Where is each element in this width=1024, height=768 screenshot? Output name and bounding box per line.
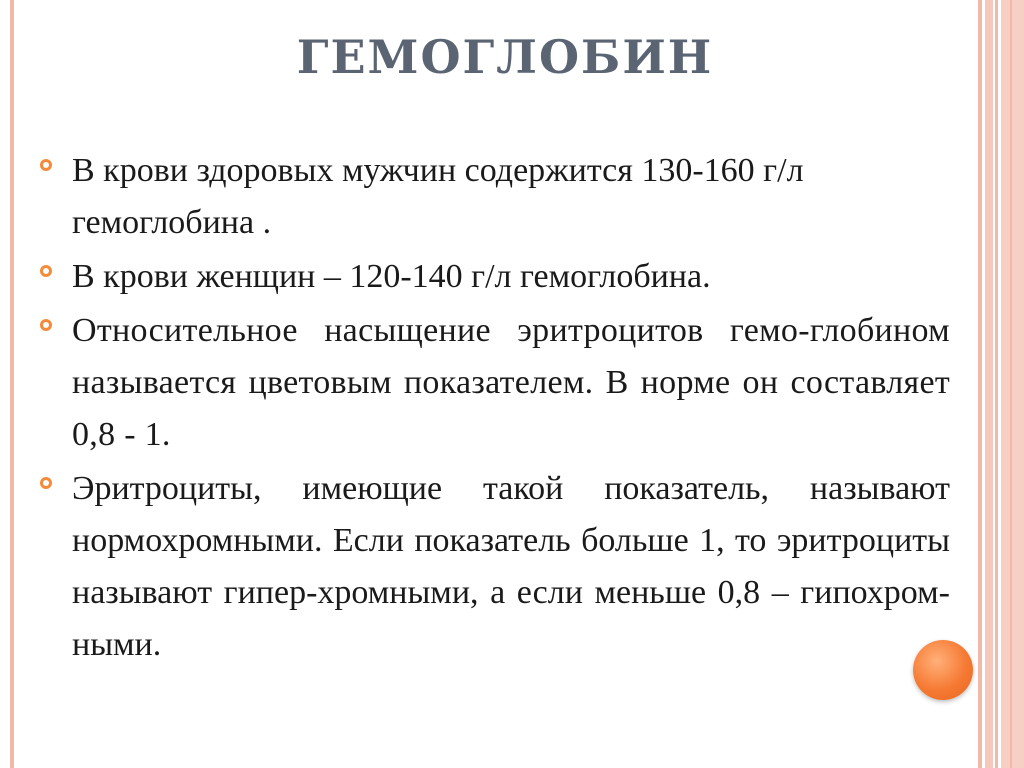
list-item [40,463,950,671]
list-item [40,305,950,461]
orange-circle-decoration [913,640,973,700]
list-item [40,251,950,303]
bullet-text: В крови здоровых мужчин содержится 130-160 г/л гемоглобина . [72,152,804,241]
circle-bullet-icon [40,319,52,331]
bullet-text: Эритроциты, имеющие такой показатель, называют нормохромными. Если показатель больше 1, то эритроциты называют гипер-хромными, а если меньше 0,8 – гипохром-ными. [72,470,950,663]
bullet-list [40,145,950,673]
right-stripe-decoration [995,0,998,768]
circle-bullet-icon [40,265,52,277]
bullet-text: Относительное насыщение эритроцитов гемо-глобином называется цветовым показателем. В норме он составляет 0,8 - 1. [72,312,950,453]
circle-bullet-icon [40,477,52,489]
list-item [40,145,872,249]
circle-bullet-icon [40,159,52,171]
slide-title: ГЕМОГЛОБИН [296,30,714,84]
right-stripe-decoration [985,0,993,768]
bullet-text: В крови женщин – 120-140 г/л гемоглобина. [72,258,711,295]
right-stripe-decoration [1010,0,1012,768]
right-stripe-decoration [978,0,982,768]
left-border-decoration [10,0,14,768]
right-stripe-decoration [1001,0,1024,768]
